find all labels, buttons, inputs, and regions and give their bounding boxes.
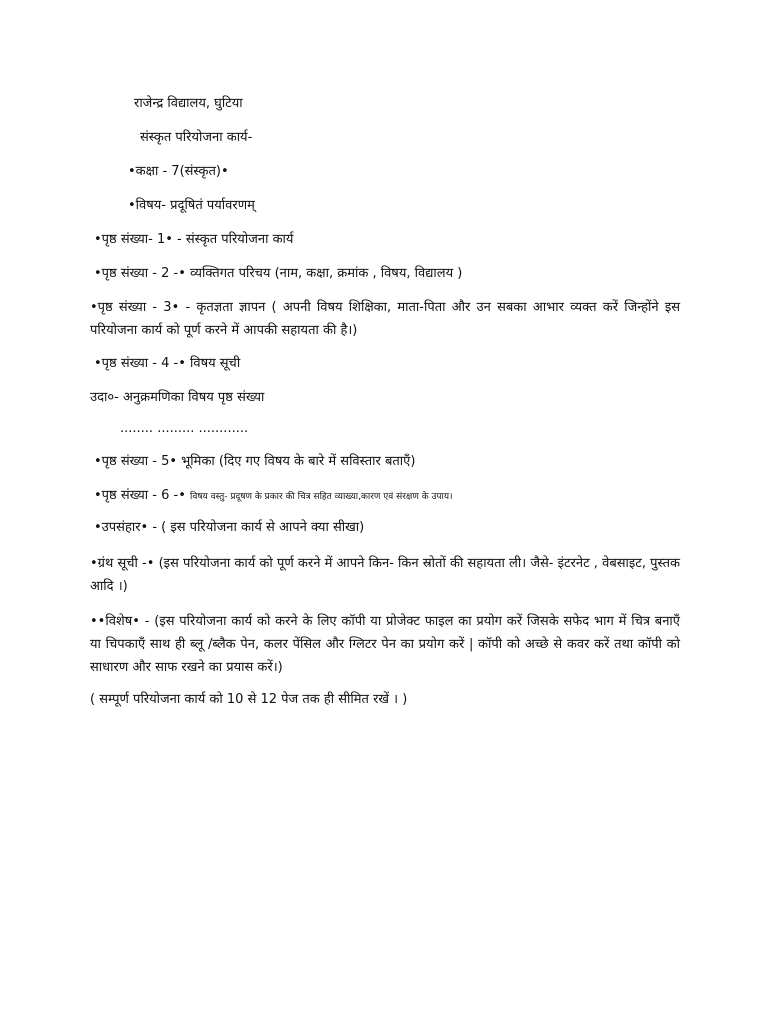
page6-prefix: •पृष्ठ संख्या - 6 -• <box>94 488 186 503</box>
example-dots: ........ ......... ............ <box>120 421 249 436</box>
conclusion-item: •उपसंहार• - ( इस परियोजना कार्य से आपने क्या सीखा) <box>94 520 365 535</box>
special-note: ••विशेष• - (इस परियोजना कार्य को करने के लिए कॉपी या प्रोजेक्ट फाइल का प्रयोग करें जिसके सफेद भाग में चित्र बनाएँ या चिपकाएँ साथ ही ब्लू /ब्लैक पेन, कलर पेंसिल और ग्लिटर पेन का प्रयोग करें | कॉपी को अच्छे से कवर करें तथा कॉपी को साधारण और साफ रखने का प्रयास करें।) <box>90 614 680 675</box>
class-line: •कक्षा - 7(संस्कृत)• <box>128 164 229 179</box>
example-header: उदा०- अनुक्रमणिका विषय पृष्ठ संख्या <box>90 390 265 405</box>
school-name: राजेन्द्र विद्यालय, घुटिया <box>134 96 243 111</box>
subject-line: •विषय- प्रदूषितं पर्यावरणम् <box>128 198 255 213</box>
page3-item: •पृष्ठ संख्या - 3• - कृतज्ञता ज्ञापन ( अपनी विषय शिक्षिका, माता-पिता और उन सबका आभार व्यक्त करें जिन्होंने इस परियोजना कार्य को पूर्ण करने में आपकी सहायता की है।) <box>90 300 680 338</box>
page4-item: •पृष्ठ संख्या - 4 -• विषय सूची <box>94 356 241 371</box>
page6-detail: विषय वस्तु- प्रदूषण के प्रकार की चित्र सहित व्याख्या,कारण एवं संरक्षण के उपाय। <box>190 492 453 502</box>
page1-item: •पृष्ठ संख्या- 1• - संस्कृत परियोजना कार्य <box>94 232 294 247</box>
page-limit-note: ( सम्पूर्ण परियोजना कार्य को 10 से 12 पेज तक ही सीमित रखें । ) <box>90 692 408 707</box>
page6-item <box>94 486 452 507</box>
page5-item: •पृष्ठ संख्या - 5• भूमिका (दिए गए विषय के बारे में सविस्तार बताएँ) <box>94 454 416 469</box>
bibliography-item: •ग्रंथ सूची -• (इस परियोजना कार्य को पूर्ण करने में आपने किन- किन स्रोतों की सहायता ली। जैसे- इंटरनेट , वेबसाइट, पुस्तक आदि ।) <box>90 556 680 594</box>
page2-item: •पृष्ठ संख्या - 2 -• व्यक्तिगत परिचय (नाम, कक्षा, क्रमांक , विषय, विद्यालय ) <box>94 266 463 281</box>
project-title: संस्कृत परियोजना कार्य- <box>140 130 253 145</box>
